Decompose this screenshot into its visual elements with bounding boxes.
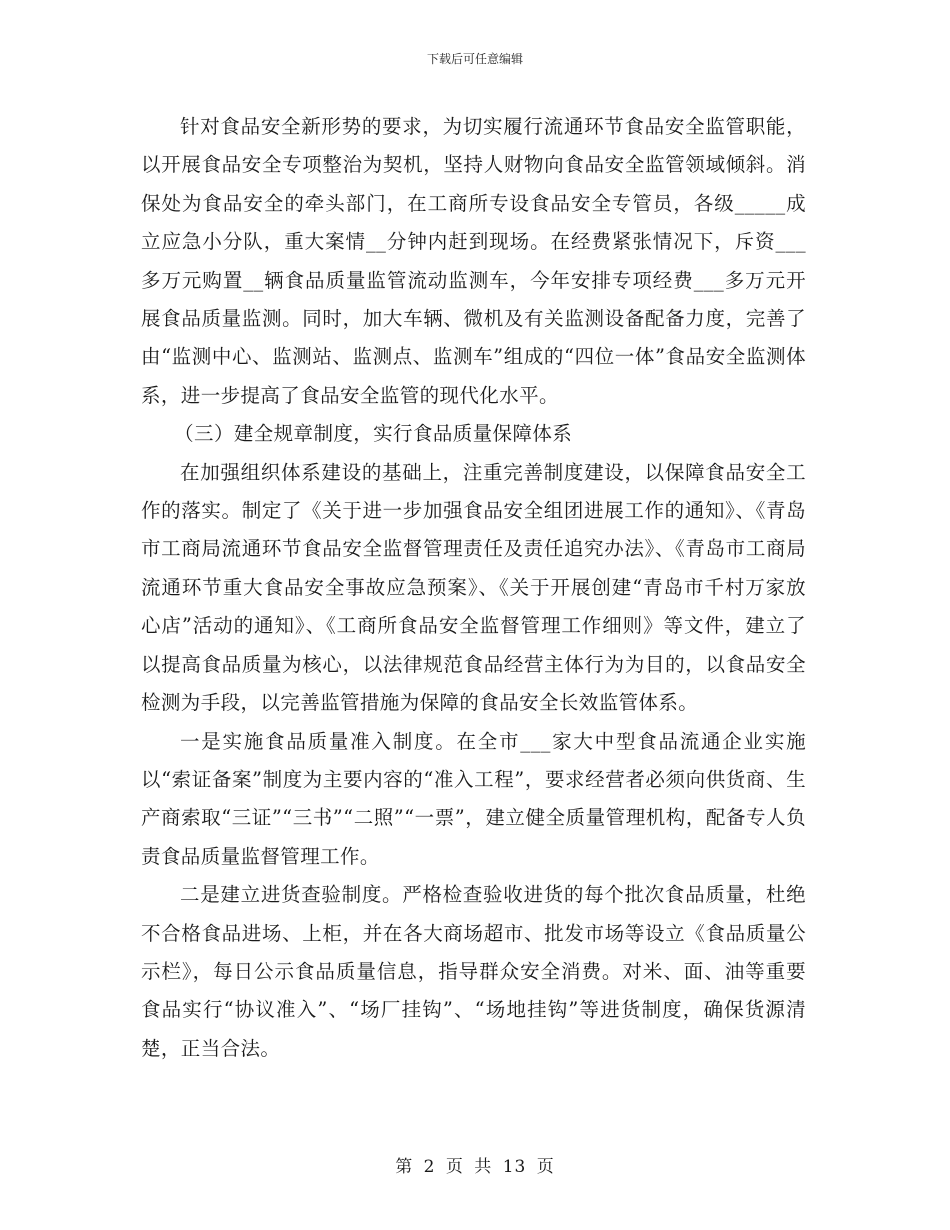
document-body: [141, 108, 806, 1068]
paragraph-inspection-system: 二是建立进货查验制度。严格检查验收进货的每个批次食品质量，杜绝不合格食品进场、上柜，并在各大商场超市、批发市场等设立《食品质量公示栏》，每日公示食品质量信息，指导群众安全消费。对米、面、油等重要食品实行“协议准入”、“场厂挂钩”、“场地挂钩”等进货制度，确保货源清楚，正当合法。: [141, 883, 806, 1060]
paragraph-access-system: 一是实施食品质量准入制度。在全市___家大中型食品流通企业实施以“索证备案”制度为主要内容的“准入工程”，要求经营者必须向供货商、生产商索取“三证”“三书”“二照”“一票”，建立健全质量管理机构，配备专人负责食品质量监督管理工作。: [141, 729, 806, 868]
paragraph-system-building: 在加强组织体系建设的基础上，注重完善制度建设，以保障食品安全工作的落实。制定了《关于进一步加强食品安全组团进展工作的通知》、《青岛市工商局流通环节食品安全监督管理责任及责任追究办法》、《青岛市工商局流通环节重大食品安全事故应急预案》、《关于开展创建“青岛市千村万家放心店”活动的通知》、《工商所食品安全监督管理工作细则》等文件，建立了以提高食品质量为核心，以法律规范食品经营主体行为为目的，以食品安全检测为手段，以完善监管措施为保障的食品安全长效监管体系。: [141, 460, 806, 715]
header-note: 下载后可任意编辑: [426, 52, 523, 66]
section-heading-regulations: （三）建全规章制度，实行食品质量保障体系: [174, 422, 573, 446]
page-number: 第 2 页 共 13 页: [395, 1157, 555, 1177]
paragraph-food-safety-supervision: 针对食品安全新形势的要求，为切实履行流通环节食品安全监管职能，以开展食品安全专项整治为契机，坚持人财物向食品安全监管领域倾斜。消保处为食品安全的牵头部门，在工商所专设食品安全专管员，各级_____成立应急小分队，重大案情__分钟内赶到现场。在经费紧张情况下，斥资___多万元购置__辆食品质量监管流动监测车，今年安排专项经费___多万元开展食品质量监测。同时，加大车辆、微机及有关监测设备配备力度，完善了由“监测中心、监测站、监测点、监测车”组成的“四位一体”食品安全监测体系，进一步提高了食品安全监管的现代化水平。: [141, 115, 806, 407]
